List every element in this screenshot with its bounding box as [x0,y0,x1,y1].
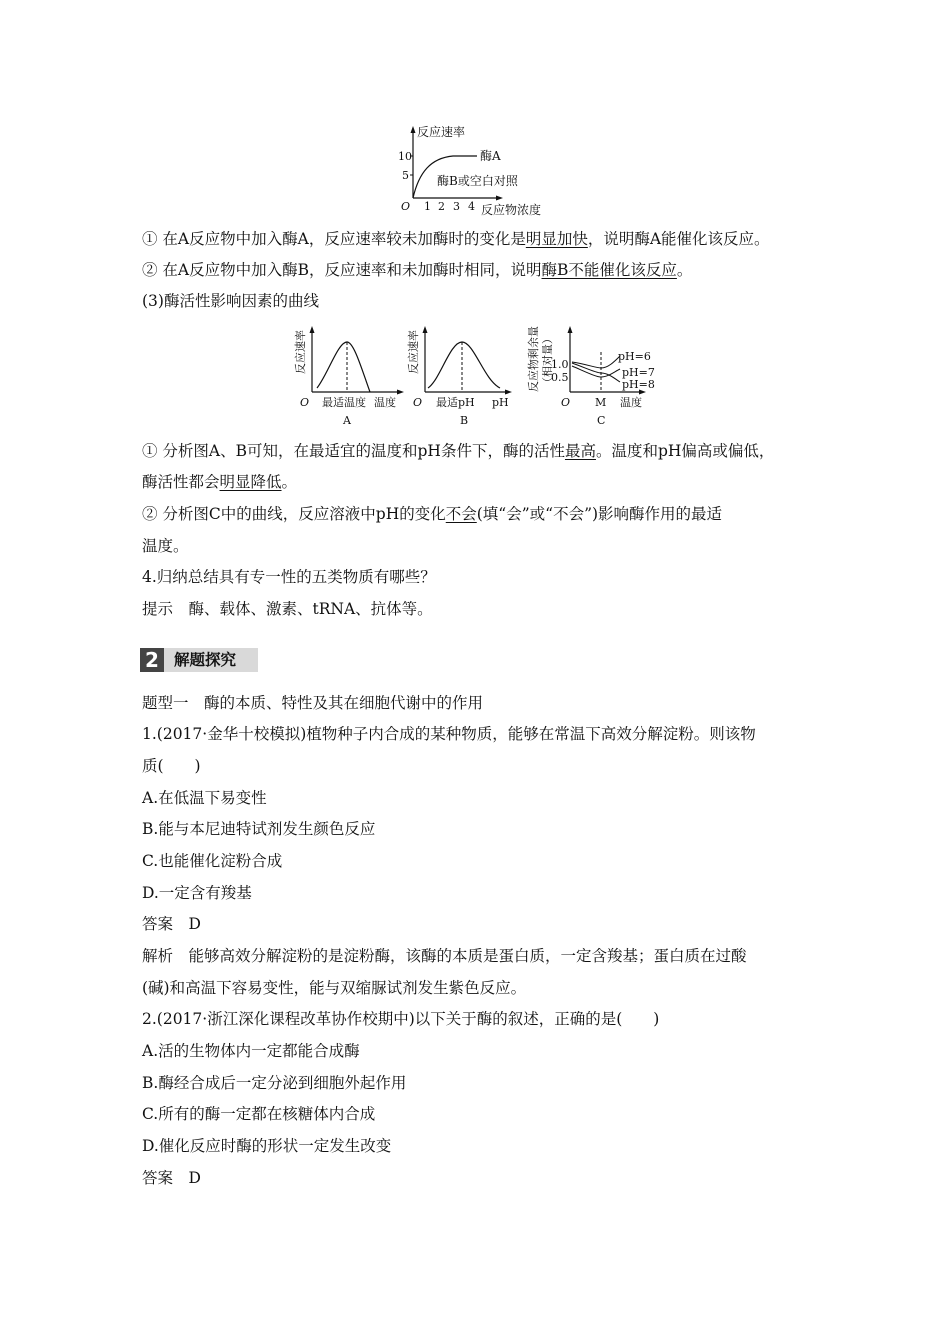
fig1-ylabel: 反应速率 [417,125,466,139]
graph-c-ytick-05: 0.5 [551,371,569,384]
para-enzyme-b: ② 在A反应物中加入酶B，反应速率和未加酶时相同，说明酶B不能催化该反应。 [142,261,693,279]
graph-a-ylabel: 反应速率 [294,330,307,374]
question-1-stem: 1.(2017·金华十校模拟)植物种子内合成的某种物质，能够在常温下高效分解淀粉。则该物 [142,725,756,743]
question-2-option-c: C.所有的酶一定都在核糖体内合成 [142,1105,376,1123]
enzyme-rate-chart [395,122,565,218]
graph-c-legend-ph6: pH=6 [618,350,651,363]
question-2-option-d: D.催化反应时酶的形状一定发生改变 [142,1137,392,1155]
graph-c-xlabel: 温度 [620,396,642,409]
graph-b-origin: O [413,396,423,409]
question-1-explanation: 解析 能够高效分解淀粉的是淀粉酶，该酶的本质是蛋白质，一定含羧基；蛋白质在过酸 [142,947,747,965]
fig1-xlabel: 反应物浓度 [481,203,542,217]
graph-c-xtick: M [595,396,607,409]
para-heading-curves: (3)酶活性影响因素的曲线 [142,292,319,310]
question-2-answer: 答案 D [142,1169,201,1187]
fig1-curve-b-label: 酶B或空白对照 [437,174,518,188]
graph-b-caption: B [460,414,469,427]
graph-a-xlabel: 温度 [374,396,396,409]
fig1-origin: O [401,200,411,213]
question-2-option-a: A.活的生物体内一定都能合成酶 [142,1042,360,1060]
graph-b-ph [406,326,512,427]
section-title: 解题探究 [174,651,237,669]
section-header [140,648,258,672]
question-2-stem: 2.(2017·浙江深化课程改革协作校期中)以下关于酶的叙述，正确的是( ) [142,1010,660,1028]
graph-b-ylabel: 反应速率 [407,330,420,374]
question-1-option-c: C.也能催化淀粉合成 [142,852,283,870]
graph-a-temperature [293,326,404,427]
question-1-option-d: D.一定含有羧基 [142,884,252,902]
graph-a-caption: A [343,414,351,427]
question-1-answer: 答案 D [142,915,201,933]
graph-a-xtick: 最适温度 [322,396,366,409]
graph-b-xtick: 最适pH [436,396,475,409]
para-analysis-ab: ① 分析图A、B可知，在最适宜的温度和pH条件下，酶的活性最高。温度和pH偏高或偏低， [142,442,775,460]
para-enzyme-a: ① 在A反应物中加入酶A，反应速率较未加酶时的变化是明显加快，说明酶A能催化该反应。 [142,230,770,248]
question-1-option-a: A.在低温下易变性 [142,789,267,807]
topic-heading: 题型一 酶的本质、特性及其在细胞代谢中的作用 [142,694,484,712]
graph-c-ysub: （相对量） [541,333,554,388]
fig1-ytick-5: 5 [402,169,409,182]
graph-c-origin: O [561,396,571,409]
graph-c-ytick-10: 1.0 [551,358,569,371]
fig1-xtick-1: 1 [424,200,431,213]
fig1-xtick-4: 4 [468,200,475,213]
graph-c-legend-ph8: pH=8 [622,378,655,391]
section-number: 2 [140,648,164,672]
para-analysis-c-cont: 温度。 [142,537,189,555]
fig1-xtick-3: 3 [453,200,460,213]
question-4: 4.归纳总结具有专一性的五类物质有哪些？ [142,568,436,586]
question-1-option-b: B.能与本尼迪特试剂发生颜色反应 [142,820,376,838]
hint-4: 提示 酶、载体、激素、tRNA、抗体等。 [142,600,433,618]
enzyme-activity-factors-figure [290,322,680,430]
fig1-ytick-10: 10 [398,150,412,163]
graph-c-legend-ph7: pH=7 [622,366,655,379]
question-1-stem-cont: 质( ) [142,757,201,775]
graph-b-xlabel: pH [492,396,509,409]
graph-a-origin: O [300,396,310,409]
graph-c-residual [526,326,655,427]
para-analysis-c: ② 分析图C中的曲线，反应溶液中pH的变化不会(填“会”或“不会”)影响酶作用的最适 [142,505,723,523]
question-1-explanation-cont: (碱)和高温下容易变性，能与双缩脲试剂发生紫色反应。 [142,979,527,997]
graph-c-ylabel: 反应物剩余量 [527,326,540,392]
graph-c-caption: C [597,414,606,427]
question-2-option-b: B.酶经合成后一定分泌到细胞外起作用 [142,1074,407,1092]
para-analysis-ab-cont: 酶活性都会明显降低。 [142,473,298,491]
fig1-xtick-2: 2 [438,200,445,213]
fig1-curve-a-label: 酶A [480,149,501,163]
